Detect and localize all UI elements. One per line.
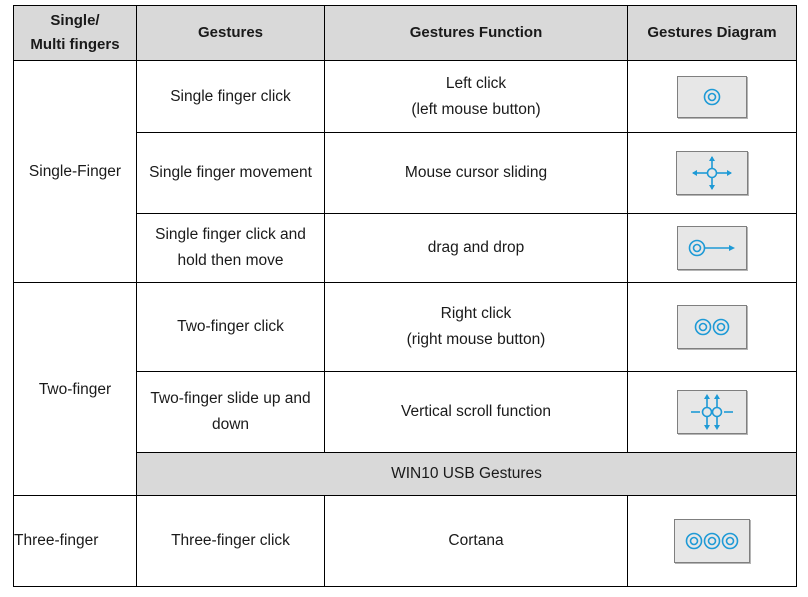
function-cell (325, 372, 628, 453)
double-tap-icon (677, 305, 747, 349)
diagram-cell (628, 214, 797, 283)
single-tap-icon (677, 76, 747, 118)
table-row (14, 61, 797, 133)
table-row (14, 283, 797, 372)
group-single-finger: Single-Finger (14, 61, 137, 283)
two-finger-scroll-icon (677, 390, 747, 434)
gesture-cell (137, 133, 325, 214)
gestures-table (13, 5, 797, 587)
header-fingers-line1: Single/ (50, 12, 100, 29)
function-cell (325, 283, 628, 372)
gesture-text: Single finger click (170, 87, 291, 105)
gesture-text: Two-finger click (177, 318, 284, 335)
gesture-cell (137, 283, 325, 372)
header-gestures: Gestures (137, 6, 325, 61)
function-cell (325, 496, 628, 587)
function-text: Right click (440, 305, 512, 322)
function-text: drag and drop (427, 239, 525, 256)
header-fingers-line2: Multi fingers (30, 36, 120, 53)
win10-usb-gestures-band: WIN10 USB Gestures (137, 453, 797, 496)
function-text: Cortana (448, 532, 504, 549)
gesture-text: Two-finger slide up and (150, 390, 311, 407)
gesture-cell (137, 214, 325, 283)
group-three-finger (14, 496, 137, 587)
function-text: (right mouse button) (406, 331, 546, 348)
function-cell (325, 133, 628, 214)
diagram-cell (628, 496, 797, 587)
table-row (14, 496, 797, 587)
diagram-cell (628, 372, 797, 453)
function-cell (325, 61, 628, 133)
diagram-cell (628, 61, 797, 133)
header-diagram: Gestures Diagram (628, 6, 797, 61)
function-text: Vertical scroll function (401, 403, 551, 420)
gesture-text: hold then move (177, 252, 284, 269)
gesture-cell (137, 372, 325, 453)
group-three-finger-label: Three-finger (14, 532, 99, 549)
function-text: Mouse cursor sliding (404, 164, 548, 181)
gesture-text: Single finger click and (155, 226, 306, 243)
header-fingers (14, 6, 137, 61)
gesture-text: Three-finger click (171, 532, 290, 549)
group-two-finger (14, 283, 137, 496)
group-two-finger-label: Two-finger (38, 381, 112, 398)
gesture-text: down (211, 416, 250, 433)
gesture-cell (137, 496, 325, 587)
function-text: (left mouse button) (411, 100, 541, 118)
drag-arrow-icon (677, 226, 747, 270)
header-row (14, 6, 797, 61)
gesture-text: Single finger movement (149, 164, 312, 181)
gesture-cell (137, 61, 325, 133)
function-cell (325, 214, 628, 283)
diagram-cell (628, 283, 797, 372)
header-function: Gestures Function (325, 6, 628, 61)
move-cross-icon (676, 151, 748, 195)
triple-tap-icon (674, 519, 750, 563)
function-text: Left click (445, 74, 507, 92)
diagram-cell (628, 133, 797, 214)
